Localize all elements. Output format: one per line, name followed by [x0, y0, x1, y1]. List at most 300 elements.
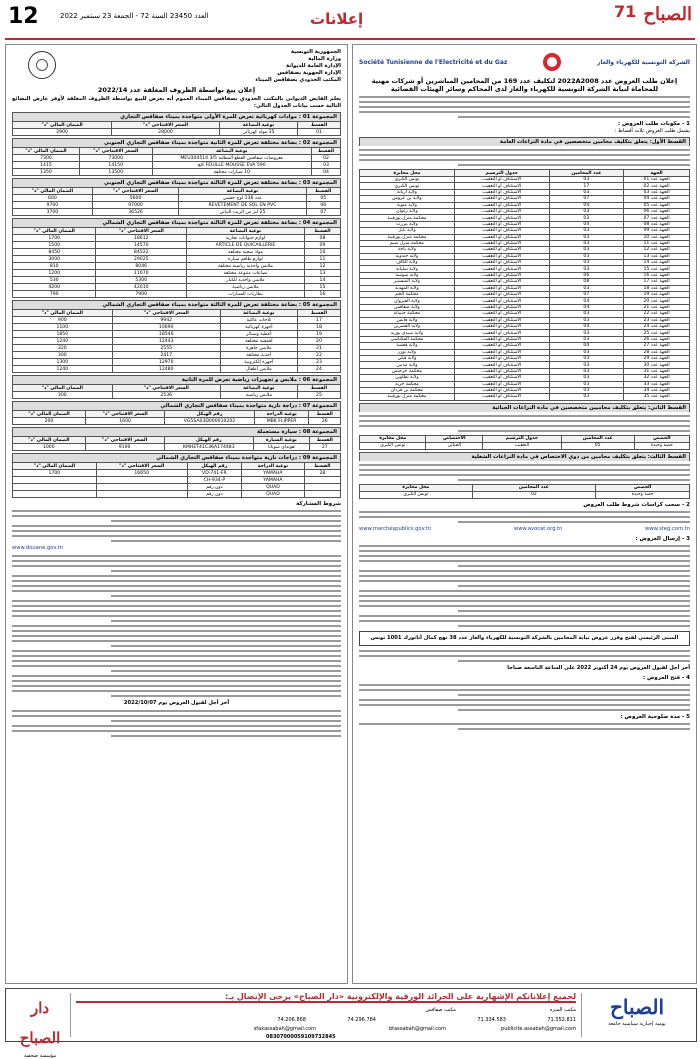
customs-website[interactable]: www.douane.gov.tn	[12, 545, 64, 551]
column-header: محل مخابرة	[360, 484, 473, 491]
table-cell: الجهة عدد 15	[624, 266, 690, 272]
table-cell: 03	[549, 253, 624, 259]
table-cell: الاستئناف أو التعقيب	[454, 317, 549, 323]
table-cell: الجهة عدد 03	[624, 189, 690, 195]
column-header: القسط	[297, 310, 340, 317]
table-cell: الاستئناف أو التعقيب	[454, 298, 549, 304]
column-header: السعر الافتتاحي "د"	[96, 228, 187, 235]
table-cell: 03	[549, 336, 624, 342]
table-cell: 1600	[85, 418, 164, 425]
table-cell: FEUILLE MOUSSE EVA 590 كلغ	[152, 162, 312, 169]
table-cell: 03	[549, 387, 624, 393]
table-cell: محكمة الجم	[360, 292, 455, 298]
table-cell: QUAD	[242, 484, 305, 491]
table-cell: 04	[549, 202, 624, 208]
table-cell: 900	[13, 317, 113, 324]
table-cell	[304, 477, 340, 484]
table-cell: 8046	[96, 263, 187, 270]
table-cell: 17	[297, 317, 340, 324]
table-cell: 04	[549, 221, 624, 227]
notice-intro: يعلم القابض الديواني بالمكتب الحدودي بصفاقس الميناء العموم أنه يعرض للبيع بواسطة الظروف المغلقة لأوفر عارض البضائع التالية حسب بيانات الجدول التالي:	[12, 96, 341, 109]
lot-1-title: القسط الأول: يتعلق بتكليف محامين متخصصين في مادة النزاعات العامة	[359, 137, 690, 146]
table-cell: بطاريات السيارات	[187, 291, 305, 298]
group-title: المجموعة 04 : بضاعة مختلفة تعرض للمرة الثالثة متواجدة بميناء صفاقس التجاري الشمالي	[12, 218, 341, 227]
table-cell: ولاية قفصة	[360, 343, 455, 349]
table-cell: الاستئناف أو التعقيب	[454, 362, 549, 368]
logo-number: 71	[614, 2, 637, 21]
table-cell: ولاية المنستير	[360, 279, 455, 285]
column-header: رقم الهيكل	[164, 437, 254, 444]
table-cell: 19	[297, 331, 340, 338]
government-header	[255, 49, 341, 84]
table-cell: 42010	[96, 284, 187, 291]
table-cell: MBK FLIPPER	[254, 418, 309, 425]
lot-2-table	[359, 435, 690, 450]
column-header: الضمان المالي "د"	[13, 148, 80, 155]
group-table	[12, 436, 341, 451]
column-header: عدد المحامين	[561, 435, 634, 442]
table-cell: 08	[549, 279, 624, 285]
table-cell: 07	[306, 209, 340, 216]
table-cell: الاستئناف أو التعقيب	[454, 240, 549, 246]
table-row	[13, 202, 341, 209]
table-cell: 73000	[79, 155, 152, 162]
table-cell: 18540	[112, 331, 220, 338]
table-cell: 12970	[112, 359, 220, 366]
table-row	[13, 270, 341, 277]
column-header: القسط	[298, 122, 341, 129]
table-cell: 35 مولد كهربائي	[219, 129, 297, 136]
table-cell: KMHET41C36A174483	[164, 444, 254, 451]
table-cell: ولاية باجة	[360, 247, 455, 253]
customs-notice	[5, 44, 348, 984]
table-row	[13, 352, 341, 359]
table-cell: 03	[549, 266, 624, 272]
table-cell: 03	[549, 285, 624, 291]
table-cell: 03	[549, 260, 624, 266]
table-cell	[96, 491, 187, 498]
company-name-fr: Société Tunisienne de l'Electricité et du Gaz	[359, 58, 508, 66]
phone-3[interactable]: 74.296.784	[347, 1017, 376, 1023]
column-header: نوعية البضاعة	[220, 385, 297, 392]
table-cell: 04	[549, 304, 624, 310]
column-header: الضمان المالي "د"	[13, 310, 113, 317]
table-cell: الجهة عدد 33	[624, 381, 690, 387]
email-publicite[interactable]: publicite.assabah@gmail.com	[501, 1026, 576, 1032]
table-cell: 84522	[96, 249, 187, 256]
table-cell: الجهة عدد 17	[624, 279, 690, 285]
lot-1-body	[359, 149, 690, 166]
table-cell: الاستئناف أو التعقيب	[454, 177, 549, 183]
table-cell	[304, 491, 340, 498]
table-cell: ولاية سليانة	[360, 266, 455, 272]
table-cell: 11670	[96, 270, 187, 277]
group-table	[12, 410, 341, 425]
government-line: الجمهورية التونسية	[290, 49, 341, 55]
link-marchespublics[interactable]: www.marchespublics.gov.tn	[359, 525, 432, 532]
table-cell: ولاية الكاف	[360, 260, 455, 266]
table-row	[13, 277, 341, 284]
lot-3-title: القسط الثالث: يتعلق بتكليف محامين من ذوي الاختصاص في مادة النزاعات الشغلية	[359, 452, 690, 461]
table-cell: الاستئناف أو التعقيب	[454, 183, 549, 189]
conditions-body	[12, 510, 341, 542]
withdraw-body	[359, 511, 690, 523]
table-cell: 04	[549, 323, 624, 329]
table-cell: الاستئناف أو التعقيب	[454, 343, 549, 349]
column-header: القسط	[304, 228, 340, 235]
table-cell: 01	[298, 129, 341, 136]
table-cell: الاستئناف أو التعقيب	[454, 311, 549, 317]
table-row	[13, 470, 341, 477]
table-cell: مواد صحية مختلفة	[187, 249, 305, 256]
table-cell: الاستئناف أو التعقيب	[454, 221, 549, 227]
table-cell: دون رقم	[187, 484, 241, 491]
table-cell: 1850	[13, 331, 113, 338]
table-cell: 11	[304, 256, 340, 263]
table-cell: 300	[13, 352, 113, 359]
table-cell: الجهة عدد 23	[624, 317, 690, 323]
table-cell: 02	[472, 491, 596, 498]
table-cell: 03	[549, 317, 624, 323]
column-header: السعر الافتتاحي "د"	[92, 188, 179, 195]
table-cell: الاستئناف أو التعقيب	[454, 304, 549, 310]
column-header: نوعية البضاعة	[179, 188, 306, 195]
table-cell: VD-741-FR	[187, 470, 241, 477]
group-table	[12, 227, 341, 298]
tender-title: إعلان طلب العروض عدد 2022A2008 لتكليف عدد 169 من المحامين المباشرين أو شركات مهنية للمحاماة لنيابة الشركة التونسية للكهرباء والغاز لدى المحاكم وسائر الهيئات القضائية	[371, 77, 678, 93]
column-header: السعر الافتتاحي "د"	[79, 148, 152, 155]
table-row	[13, 324, 341, 331]
table-cell: 15	[304, 284, 340, 291]
send-title: 3 - إرسال العروض :	[635, 535, 690, 542]
table-cell: الاستئناف أو التعقيب	[454, 196, 549, 202]
office-menzah: مكتب المنزه	[549, 1007, 576, 1013]
table-row	[13, 338, 341, 345]
column-header: القسط	[309, 411, 341, 418]
table-cell: بضاعات متنوعة مختلفة	[187, 270, 305, 277]
column-header: الاختصاص	[426, 435, 483, 442]
table-cell: الجهة عدد 13	[624, 253, 690, 259]
table-cell: الجهة عدد 25	[624, 330, 690, 336]
table-cell: الجهة عدد 07	[624, 215, 690, 221]
lot-3-body	[359, 464, 690, 481]
table-cell: 810	[13, 263, 96, 270]
lot-2-body	[359, 415, 690, 432]
sale-groups	[12, 112, 341, 498]
column-header: نوعية البضاعة	[187, 228, 305, 235]
logo-text: الصباح	[643, 4, 692, 25]
table-cell: 10 سيارات مختلفة	[152, 169, 312, 176]
table-cell: 03	[549, 311, 624, 317]
column-header: الضمان المالي "د"	[13, 411, 86, 418]
government-line: الإدارة العامة للديوانة	[286, 63, 341, 69]
opening-body	[359, 684, 690, 711]
phone-2[interactable]: 71.334.583	[477, 1017, 506, 1023]
table-cell: 300	[13, 392, 113, 399]
table-cell: 26	[309, 418, 341, 425]
table-cell: الجهة عدد 06	[624, 208, 690, 214]
table-cell: دون رقم	[187, 491, 241, 498]
column-header: السعر الافتتاحي "د"	[85, 411, 164, 418]
group-table	[12, 121, 341, 136]
table-cell: 16650	[96, 470, 187, 477]
table-cell: 04	[549, 343, 624, 349]
column-header: القسط	[309, 437, 340, 444]
group-table	[12, 384, 341, 399]
table-cell: 03	[549, 177, 624, 183]
phone-1[interactable]: 71.352.811	[547, 1017, 576, 1023]
column-header: رقم الهيكل	[187, 463, 241, 470]
table-cell: 27	[309, 444, 340, 451]
table-cell: 320	[13, 345, 113, 352]
table-cell: ولاية بنزرت	[360, 221, 455, 227]
table-cell: الاستئناف أو التعقيب	[454, 247, 549, 253]
table-cell: ولاية مدنين	[360, 362, 455, 368]
validity-title: 5 - مدة صلوحية العروض :	[620, 713, 690, 720]
table-cell: الجهة عدد 09	[624, 228, 690, 234]
table-cell: 21	[297, 345, 340, 352]
table-cell: محكمة المكناسي	[360, 336, 455, 342]
table-cell: ملابس وأحذية للكبار	[187, 277, 305, 284]
table-cell: الجهة عدد 11	[624, 240, 690, 246]
table-cell: الجهة عدد 26	[624, 336, 690, 342]
table-cell: الاستئناف أو التعقيب	[454, 208, 549, 214]
table-cell: 03	[549, 362, 624, 368]
group-title: المجموعة 01 : موادات كهربائية تعرض للمرة الأولى متواجدة بميناء صفاقس التجاري	[12, 112, 341, 121]
column-header: نوعية البضاعة	[220, 310, 297, 317]
table-row	[13, 366, 341, 373]
table-cell: ARTICLE DE QUICAILLERIE	[187, 242, 305, 249]
table-cell: الاستئناف أو التعقيب	[454, 285, 549, 291]
table-cell: لوازم طاقم سيارة	[187, 256, 305, 263]
table-cell	[13, 477, 97, 484]
table-cell: 9942	[112, 317, 220, 324]
government-line: وزارة المالية	[308, 56, 341, 62]
column-header: رقم الهيكل	[165, 411, 255, 418]
link-avocat[interactable]: www.avocat.org.tn	[513, 525, 563, 532]
table-cell: الجهة عدد 21	[624, 304, 690, 310]
table-cell: الجبائي	[426, 442, 483, 449]
column-header: القسط	[297, 385, 340, 392]
column-header: الضمان المالي "د"	[13, 188, 93, 195]
table-cell: الاستئناف أو التعقيب	[454, 279, 549, 285]
table-cell: الجهة عدد 14	[624, 260, 690, 266]
table-row	[360, 394, 690, 400]
table-cell	[13, 491, 97, 498]
table-cell: REVETEMENT DE SOL EN PVC	[179, 202, 306, 209]
column-header: الضمان المالي "د"	[13, 463, 97, 470]
table-cell: الاستئناف أو التعقيب	[454, 202, 549, 208]
column-header: محل مخابرة	[360, 435, 426, 442]
opening-title: 4 - فتح العروض :	[642, 674, 690, 681]
closing-body	[12, 710, 341, 737]
table-row	[13, 392, 341, 399]
government-line: الإدارة الجهوية بصفاقس	[277, 70, 341, 76]
tender-lots-intro: يشمل طلب العروض ثلاث أقساط :	[614, 128, 690, 134]
table-cell: الجهة عدد 12	[624, 247, 690, 253]
table-cell: الجهة عدد 16	[624, 272, 690, 278]
table-cell: ولاية صفاقس	[360, 304, 455, 310]
section-title: إعلانات	[310, 10, 364, 28]
table-row	[13, 359, 341, 366]
column-header: السعر الافتتاحي "د"	[112, 122, 220, 129]
table-cell: الجهة عدد 04	[624, 196, 690, 202]
table-cell: 07	[549, 196, 624, 202]
table-cell: 1100	[13, 324, 113, 331]
withdraw-title: 2 - سحب كراسات شروط طلب العروض	[583, 501, 690, 508]
column-header: السعر الافتتاحي "د"	[112, 385, 220, 392]
table-cell: 03	[549, 375, 624, 381]
table-cell: 5300	[96, 277, 187, 284]
table-cell: 28000	[112, 129, 220, 136]
table-cell: ملابس جاهزة	[220, 345, 297, 352]
table-cell: أحذية مختلفة	[220, 352, 297, 359]
table-row	[13, 162, 341, 169]
column-header: عدد المحامين	[472, 484, 596, 491]
group-title: المجموعة 08 : سيارة مستعملة	[12, 427, 341, 436]
assabah-logo-text: الصباح	[609, 995, 665, 1019]
table-cell: 530	[13, 277, 96, 284]
table-cell: الجهة عدد 18	[624, 285, 690, 291]
table-cell: الاستئناف أو التعقيب	[454, 323, 549, 329]
table-cell: الجهة عدد 35	[624, 394, 690, 400]
table-cell: ولاية منوبة	[360, 202, 455, 208]
table-row	[13, 491, 341, 498]
table-cell: 1240	[13, 366, 113, 373]
table-cell: الجهة عدد 28	[624, 349, 690, 355]
table-row	[13, 284, 341, 291]
table-cell: 23	[297, 359, 340, 366]
group-table	[12, 309, 341, 373]
table-cell: 3700	[13, 209, 93, 216]
table-cell: ملابس وأحذية رياضية مختلفة	[187, 263, 305, 270]
assabah-logo	[581, 993, 692, 1037]
table-cell: 3000	[13, 256, 96, 263]
table-cell: الجهة عدد 34	[624, 387, 690, 393]
table-cell: محكمة منزل بورقيبة	[360, 234, 455, 240]
company-name-ar: الشركة التونسية للكهرباء والغاز	[596, 58, 690, 66]
table-cell: ولاية قبلي	[360, 355, 455, 361]
table-cell: 7300	[13, 155, 80, 162]
email-bt[interactable]: btassabah@gmail.com	[388, 1026, 446, 1032]
lawyers-table	[359, 169, 690, 401]
table-cell: 04	[549, 298, 624, 304]
table-row	[13, 331, 341, 338]
group-title: المجموعة 06 : ملابس و تجهيزات رياضية تعرض للمرة الثانية	[12, 375, 341, 384]
dar-assabah-logo-sub: مؤسسة صحفية	[23, 1053, 57, 1059]
table-cell: 09	[304, 242, 340, 249]
group-table	[12, 187, 341, 216]
table-cell: أقمشة مختلفة	[220, 338, 297, 345]
table-cell: 9700	[13, 202, 93, 209]
table-cell: 03	[549, 189, 624, 195]
table-cell: 1700	[13, 235, 96, 242]
column-header: نوعية السيارة	[254, 437, 310, 444]
table-cell: ملابس أطفال	[220, 366, 297, 373]
email-sfax[interactable]: sfaxassabah@gmail.com	[253, 1026, 316, 1032]
table-cell: 97000	[92, 202, 179, 209]
table-cell: 2417	[112, 352, 220, 359]
table-cell	[96, 484, 187, 491]
table-cell	[13, 484, 97, 491]
assabah-logo-sub: يومية إخبارية سياسية جامعة	[608, 1021, 666, 1027]
table-cell: 1300	[13, 359, 113, 366]
table-cell: 25	[297, 392, 340, 399]
table-cell: الاستئناف أو التعقيب	[454, 355, 549, 361]
table-cell: 03	[549, 330, 624, 336]
table-cell: 12	[304, 263, 340, 270]
table-cell: CH-934-P	[187, 477, 241, 484]
table-cell: لوازم حيوانات تجارية	[187, 235, 305, 242]
table-row	[13, 235, 341, 242]
column-header: الضمان المالي "د"	[13, 437, 86, 444]
footer-title: لجميع إعلاناتكم الإشهارية على الجرائد الورقية والإلكترونية «دار الصباح» يرجى الإتصال بـ:	[225, 992, 576, 1001]
table-cell: 10690	[112, 324, 220, 331]
column-header: نوعية البضاعة	[152, 148, 312, 155]
table-cell: 18612	[96, 235, 187, 242]
table-cell: الاستئناف أو التعقيب	[454, 292, 549, 298]
table-cell: ولاية سيدي بوزيد	[360, 330, 455, 336]
group-table	[12, 147, 341, 176]
table-cell: QUAD	[242, 491, 305, 498]
table-cell: الجهة عدد 22	[624, 311, 690, 317]
table-row	[13, 345, 341, 352]
table-cell: الاستئناف أو التعقيب	[454, 387, 549, 393]
table-cell: ولاية قابس	[360, 317, 455, 323]
table-row	[13, 209, 341, 216]
table-row	[13, 444, 341, 451]
table-cell: الجهة عدد 08	[624, 221, 690, 227]
table-cell: الاستئناف أو التعقيب	[454, 266, 549, 272]
column-header: عدد المحامين	[549, 170, 624, 177]
phone-4[interactable]: 74.206.868	[277, 1017, 306, 1023]
table-cell: محكمة جرجيس	[360, 368, 455, 374]
column-header: الضمان المالي "د"	[13, 385, 113, 392]
table-cell: ولاية تطاوين	[360, 375, 455, 381]
link-steg[interactable]: www.steg.com.tn	[645, 525, 690, 532]
table-cell: 02	[312, 155, 341, 162]
table-cell: 20	[297, 338, 340, 345]
customs-deadline: آخر أجل لقبول العروض يوم 2022/10/07	[123, 700, 230, 706]
table-cell: 03	[549, 240, 624, 246]
table-row	[13, 418, 341, 425]
submission-address: المبنى الرئيسي لفتح وقرز عروض نيابة المحامين بالشركة التونسية للكهرباء والغاز عدد 38 نهج كمال أتاتورك 1001 تونس	[370, 634, 679, 641]
table-cell: 790	[13, 291, 96, 298]
table-cell: 5600	[92, 195, 179, 202]
table-cell: الاستئناف أو التعقيب	[454, 272, 549, 278]
table-cell: الاستئناف أو التعقيب	[454, 234, 549, 240]
table-cell: 05	[306, 195, 340, 202]
table-cell: 12480	[112, 366, 220, 373]
table-cell: الاستئناف أو التعقيب	[454, 253, 549, 259]
table-cell: 03	[549, 247, 624, 253]
table-cell: 13	[304, 270, 340, 277]
table-cell: 36526	[92, 209, 179, 216]
website-links	[359, 526, 690, 533]
table-cell: هونداي سوناتا	[254, 444, 310, 451]
table-cell: محكمة بن قردان	[360, 387, 455, 393]
table-cell: 14	[304, 277, 340, 284]
table-row	[13, 155, 341, 162]
table-cell: 03	[549, 349, 624, 355]
tender-deadline: آخر أجل لقبول العروض يوم 24 أكتوبر 2022 على الساعة التاسعة صباحا	[507, 664, 690, 671]
table-cell: حصة وحيدة	[596, 491, 690, 498]
table-cell: 03	[312, 162, 341, 169]
table-cell: الجهة عدد 31	[624, 368, 690, 374]
group-title: المجموعة 03 : بضاعة مختلفة تعرض للمرة الثالثة متواجدة بميناء صفاقس التجاري الجنوبي	[12, 178, 341, 187]
bank-rib: 08307000059109732845	[266, 1034, 336, 1040]
table-cell: 03	[549, 394, 624, 400]
